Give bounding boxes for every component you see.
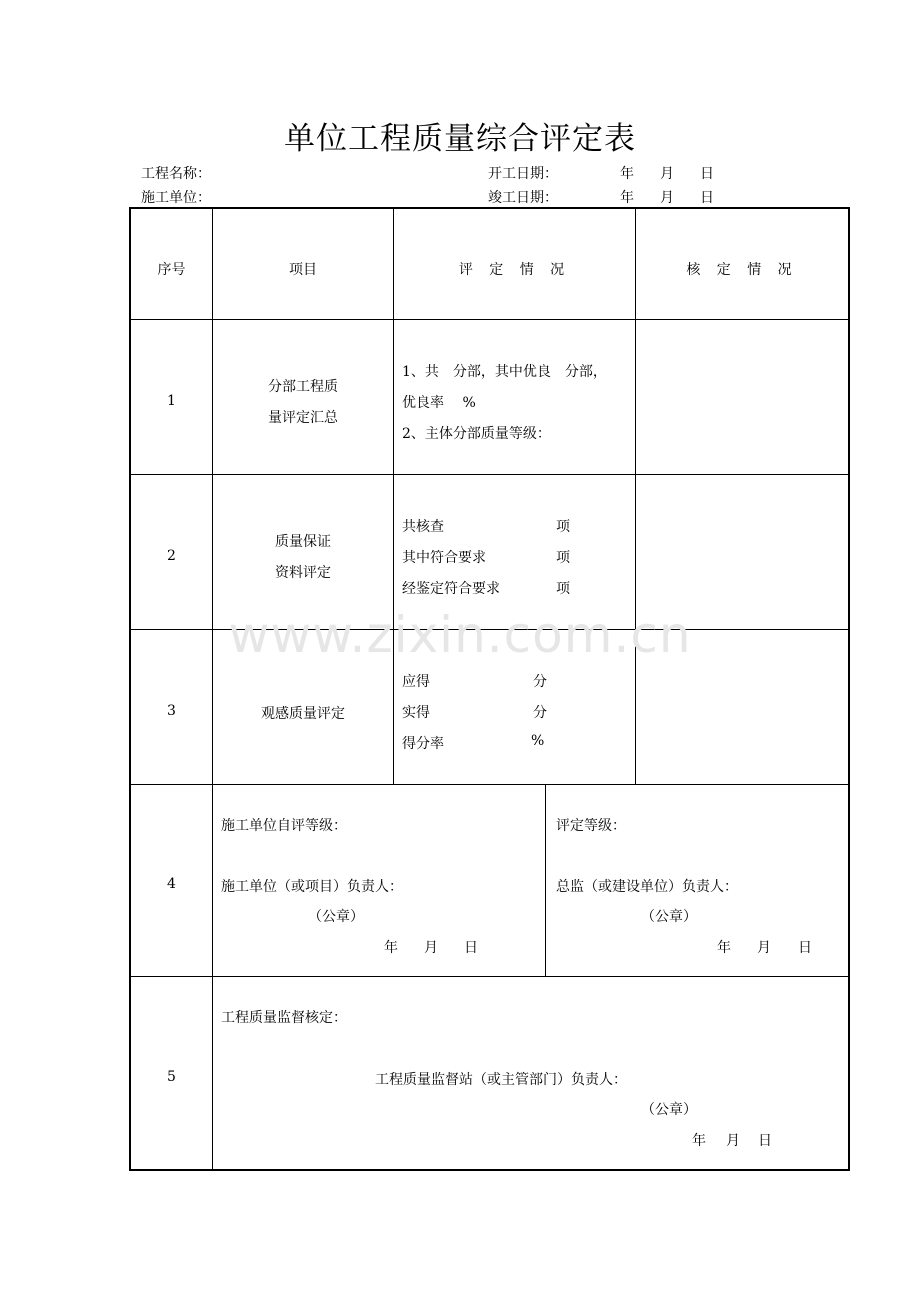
row1-eval-line3: 2、主体分部质量等级： xyxy=(402,426,551,442)
row3-unit-points: 分 xyxy=(533,674,547,690)
row-divider xyxy=(131,976,848,977)
row1-eval-line1: 1、共 分部，其中优良 分部， xyxy=(402,364,607,380)
row3-eval-line3-label: 得分率 xyxy=(402,736,444,752)
row3-index: 3 xyxy=(167,703,176,719)
start-year: 年 xyxy=(620,166,634,182)
row4-left-seal: （公章） xyxy=(308,909,364,925)
row4-left-month: 月 xyxy=(424,940,438,956)
row5-index: 5 xyxy=(167,1069,176,1085)
start-month: 月 xyxy=(660,166,674,182)
row5-responsible-label: 工程质量监督站（或主管部门）负责人： xyxy=(375,1072,627,1088)
end-month: 月 xyxy=(660,190,674,206)
row3-eval-line1-label: 应得 xyxy=(402,674,430,690)
row2-eval-line3-label: 经鉴定符合要求 xyxy=(402,581,500,597)
row3-item: 观感质量评定 xyxy=(261,706,345,722)
header-index: 序号 xyxy=(157,262,186,278)
header-verification: 核 定 情 况 xyxy=(686,262,798,278)
row5-supervision-label: 工程质量监督核定： xyxy=(221,1010,347,1026)
row5-year: 年 xyxy=(692,1133,706,1149)
row5-seal: （公章） xyxy=(641,1102,697,1118)
col-divider xyxy=(393,209,394,784)
row4-right-year: 年 xyxy=(717,940,731,956)
row-divider xyxy=(131,784,848,785)
row4-left-day: 日 xyxy=(464,940,478,956)
row2-unit: 项 xyxy=(556,519,570,535)
project-name-label: 工程名称： xyxy=(141,166,211,182)
start-day: 日 xyxy=(700,166,714,182)
end-year: 年 xyxy=(620,190,634,206)
row4-index: 4 xyxy=(167,876,176,892)
row3-unit-percent: % xyxy=(531,733,545,749)
header-evaluation: 评 定 情 况 xyxy=(458,262,571,278)
row1-index: 1 xyxy=(167,393,176,409)
row3-eval-line2-label: 实得 xyxy=(402,705,430,721)
row4-left-year: 年 xyxy=(384,940,398,956)
row4-right-month: 月 xyxy=(757,940,771,956)
row5-month: 月 xyxy=(726,1133,740,1149)
row4-right-seal: （公章） xyxy=(641,909,697,925)
end-date-label: 竣工日期： xyxy=(488,190,558,206)
row4-right-day: 日 xyxy=(798,940,812,956)
row3-unit-points: 分 xyxy=(533,705,547,721)
row4-contractor-responsible-label: 施工单位（或项目）负责人： xyxy=(221,879,403,895)
end-day: 日 xyxy=(700,190,714,206)
row1-item-line1: 分部工程质 xyxy=(268,379,338,395)
col-divider xyxy=(545,785,546,976)
row-divider xyxy=(131,319,848,320)
row1-eval-line2: 优良率 % xyxy=(402,395,476,411)
row5-day: 日 xyxy=(758,1133,772,1149)
document-title: 单位工程质量综合评定表 xyxy=(284,121,636,157)
contractor-label: 施工单位： xyxy=(141,190,211,206)
header-item: 项目 xyxy=(289,262,317,278)
row2-eval-line1-label: 共核查 xyxy=(402,519,444,535)
row1-item-line2: 量评定汇总 xyxy=(268,410,338,426)
row4-self-grade-label: 施工单位自评等级： xyxy=(221,818,347,834)
row2-item-line2: 资料评定 xyxy=(275,565,331,581)
col-divider xyxy=(635,209,636,784)
row2-index: 2 xyxy=(167,548,176,564)
row-divider xyxy=(131,474,848,475)
start-date-label: 开工日期： xyxy=(488,166,558,182)
row2-item-line1: 质量保证 xyxy=(275,534,331,550)
table-border-right xyxy=(848,207,850,1171)
table-border-left xyxy=(129,207,131,1171)
row2-unit: 项 xyxy=(556,581,570,597)
row4-grade-label: 评定等级： xyxy=(556,818,626,834)
watermark: www.zixin.com.cn xyxy=(228,606,692,664)
row2-unit: 项 xyxy=(556,550,570,566)
row4-supervisor-responsible-label: 总监（或建设单位）负责人： xyxy=(556,879,738,895)
table-border-top xyxy=(129,207,850,209)
row2-eval-line2-label: 其中符合要求 xyxy=(402,550,486,566)
col-divider xyxy=(212,209,213,1169)
table-border-bottom xyxy=(129,1169,850,1171)
